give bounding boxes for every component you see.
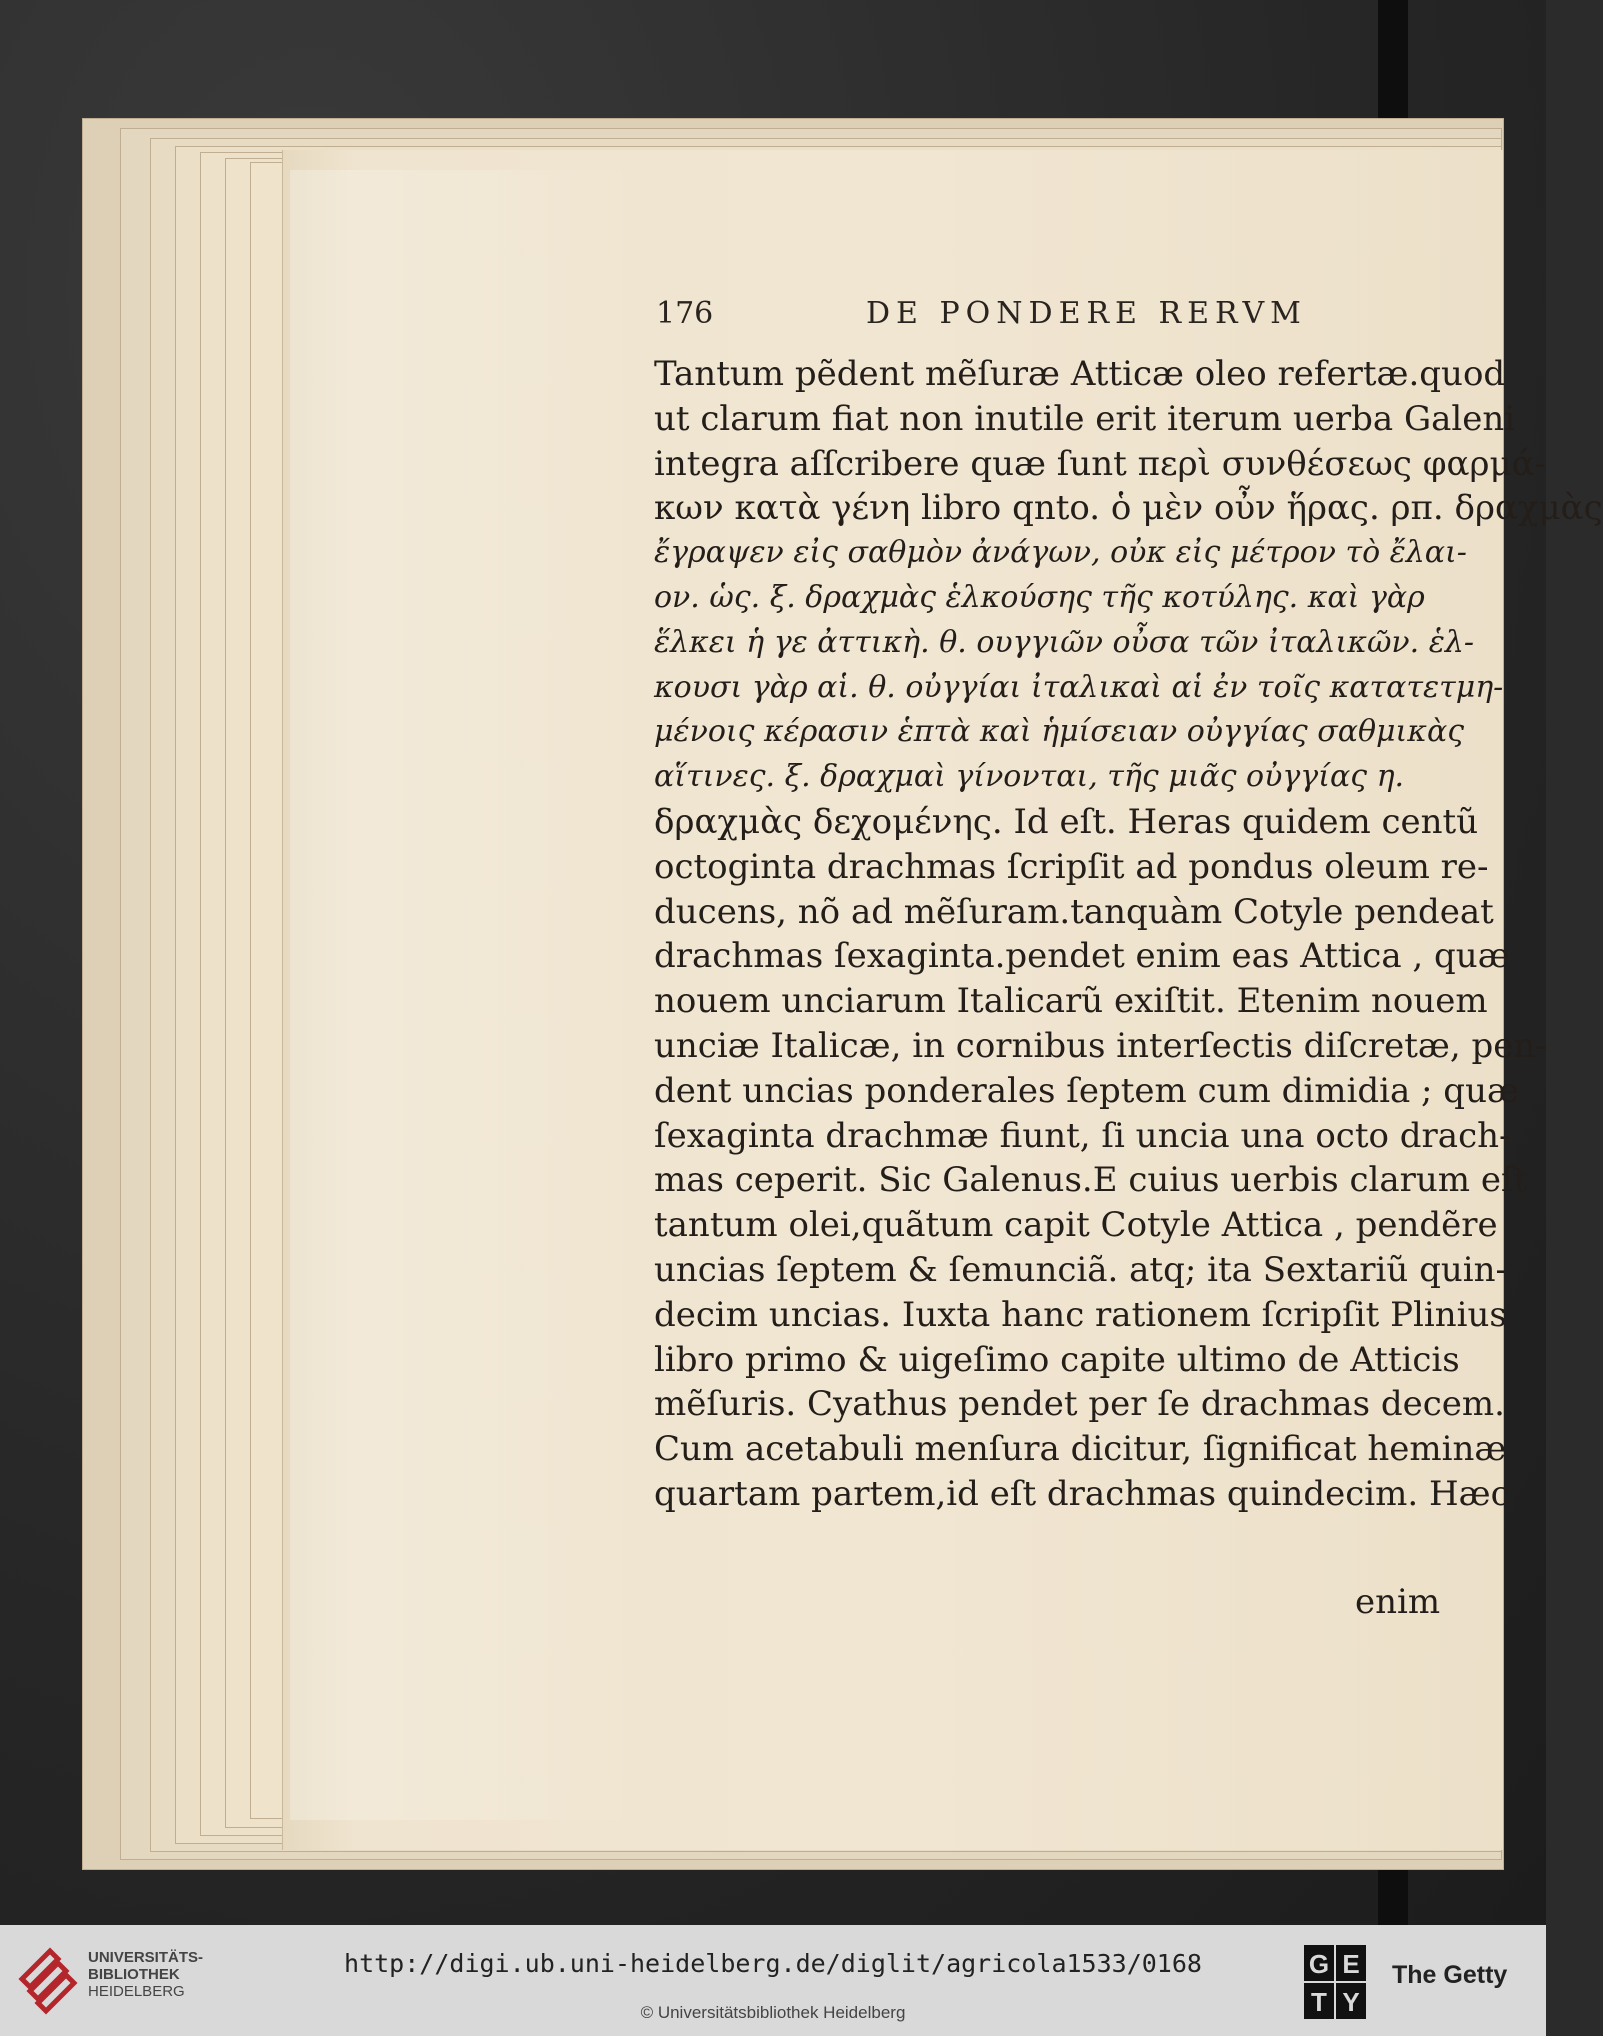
text-line: dent uncias ponderales ſeptem cum dimidia ; quæ: [654, 1070, 1519, 1111]
permalink-url[interactable]: http://digi.ub.uni-heidelberg.de/diglit/agricola1533/0168: [344, 1949, 1202, 1978]
svg-text:Y: Y: [1342, 1987, 1360, 2017]
text-line: κων κατὰ γένη libro qnto. ὁ μὲν οὖν ἥρας. ρπ. δραχμὰς: [654, 488, 1603, 529]
text-line: mas ceperit. Sic Galenus.E cuius uerbis clarum eſt: [654, 1160, 1528, 1201]
text-line: drachmas ſexaginta.pendet enim eas Attica , quæ: [654, 936, 1510, 977]
text-line: uncias ſeptem & ſemunciã. atq; ita Sextariũ quin-: [654, 1249, 1508, 1290]
catchword: enim: [1355, 1582, 1441, 1622]
svg-text:G: G: [1308, 1949, 1330, 1979]
svg-text:E: E: [1342, 1949, 1360, 1979]
text-line: ducens, nõ ad mẽſuram.tanquàm Cotyle pendeat: [654, 891, 1494, 932]
text-line: κουσι γὰρ αἱ. θ. οὐγγίαι ἰταλικαὶ αἱ ἐν τοῖς κατατετμη-: [654, 669, 1504, 705]
paper-stain: [290, 170, 650, 1820]
footer-bar: [0, 1925, 1546, 2036]
text-line: libro primo & uigeſimo capite ultimo de Atticis: [654, 1339, 1460, 1380]
text-line: integra aſſcribere quæ ſunt περὶ συνθέσεως φαρμά-: [654, 443, 1547, 484]
text-line: ον. ὡς. ξ. δραχμὰς ἑλκούσης τῆς κοτύλης. καὶ γὰρ: [654, 579, 1425, 615]
text-line: ut clarum fiat non inutile erit iterum uerba Galeni: [654, 398, 1516, 439]
copyright-notice: © Universitätsbibliothek Heidelberg: [640, 2003, 906, 2022]
text-line: unciæ Italicæ, in cornibus interſectis diſcretæ, pen-: [654, 1025, 1547, 1066]
text-line: μένοις κέρασιν ἑπτὰ καὶ ἡμίσειαν οὐγγίας σαθμικὰς: [654, 714, 1465, 750]
text-line: ἔγραψεν εἰς σαθμὸν ἀνάγων, οὐκ εἰς μέτρον τὸ ἔλαι-: [654, 535, 1467, 571]
text-line: tantum olei,quãtum capit Cotyle Attica , pendẽre: [654, 1205, 1498, 1246]
getty-logo-icon[interactable]: [1300, 1943, 1370, 2021]
text-line: nouem unciarum Italicarũ exiſtit. Etenim nouem: [654, 981, 1488, 1022]
svg-text:T: T: [1311, 1987, 1327, 2017]
partner-name[interactable]: The Getty: [1392, 1961, 1508, 1989]
text-line: octoginta drachmas ſcripſit ad pondus oleum re-: [654, 846, 1489, 887]
text-line: Cum acetabuli menſura dicitur, ſignificat heminæ: [654, 1429, 1507, 1470]
text-line: δραχμὰς δεχομένης. Id eſt. Heras quidem centũ: [654, 801, 1479, 842]
text-line: Tantum pẽdent mẽſuræ Atticæ oleo refertæ.quod: [654, 354, 1506, 394]
text-block: [654, 352, 1603, 1517]
text-line: mẽſuris. Cyathus pendet per ſe drachmas decem.: [654, 1384, 1505, 1425]
page-header: [656, 296, 1456, 340]
institution-line: BIBLIOTHEK: [88, 1966, 180, 1983]
institution-line: HEIDELBERG: [88, 1983, 185, 2000]
text-line: decim uncias. Iuxta hanc rationem ſcripſit Plinius: [654, 1294, 1507, 1335]
institution-line: UNIVERSITÄTS-: [88, 1949, 204, 1966]
running-head: DE PONDERE RERVM: [866, 296, 1307, 331]
text-line: αἵτινες. ξ. δραχμαὶ γίνονται, τῆς μιᾶς οὐγγίας η.: [654, 759, 1405, 795]
text-line: ſexaginta drachmæ fiunt, ſi uncia una octo drach-: [654, 1115, 1511, 1156]
page-number: 176: [656, 296, 714, 331]
text-line: quartam partem,id eſt drachmas quindecim. Hæc: [654, 1473, 1510, 1514]
text-line: ἕλκει ἡ γε ἀττικὴ. θ. ουγγιῶν οὖσα τῶν ἰταλικῶν. ἑλ-: [654, 624, 1474, 660]
